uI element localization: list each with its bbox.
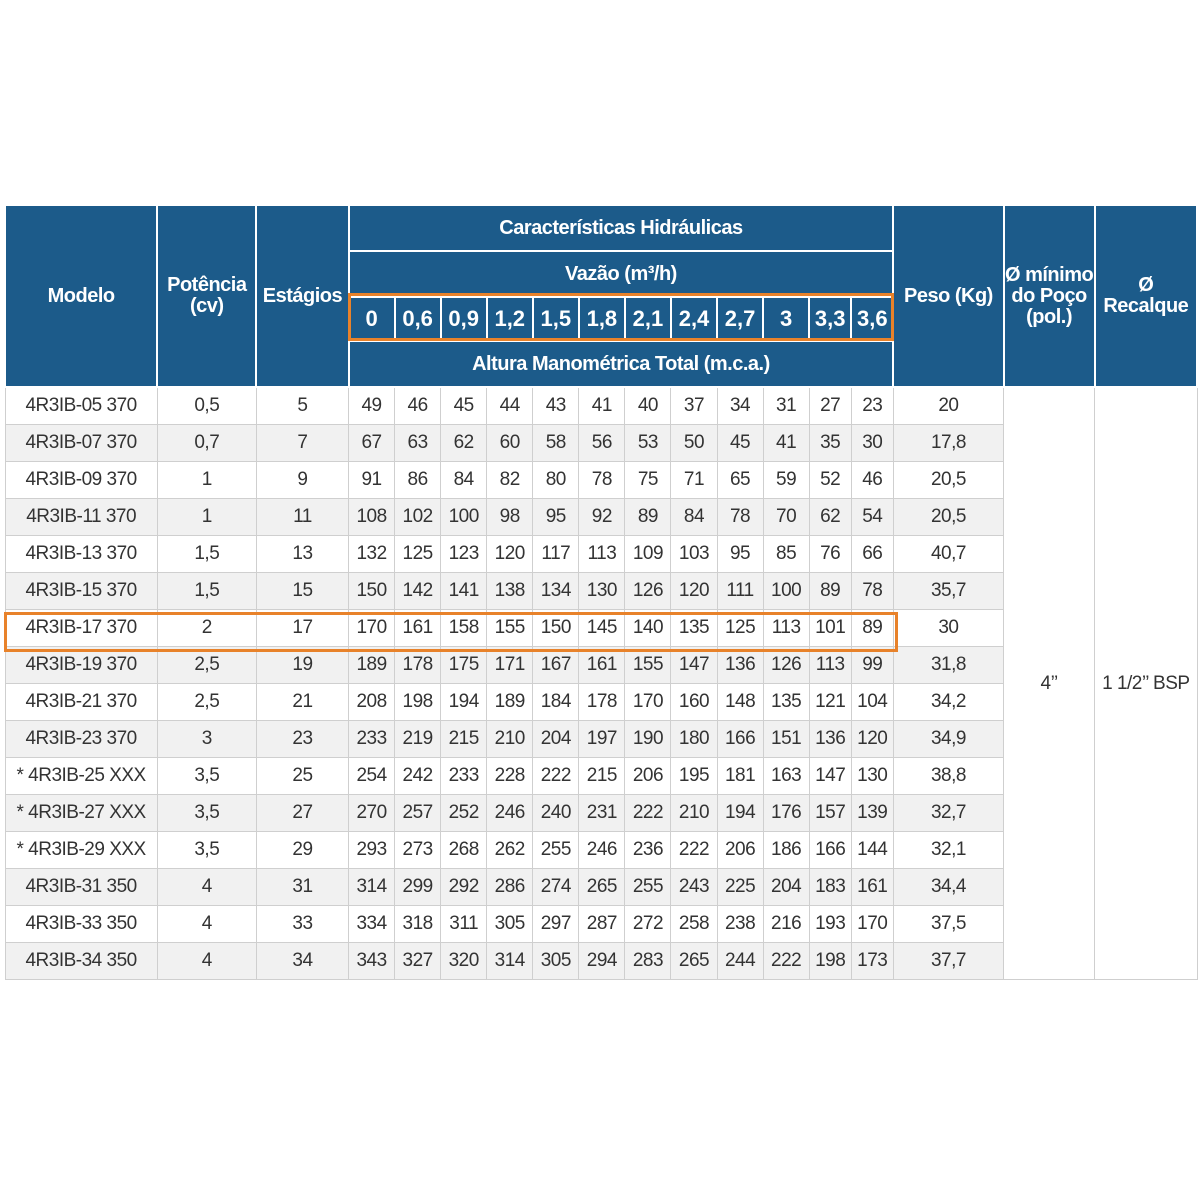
cell-altura: 91: [349, 462, 395, 499]
cell-estagios: 11: [256, 499, 348, 536]
cell-altura: 120: [487, 536, 533, 573]
cell-potencia: 4: [157, 869, 256, 906]
cell-altura: 113: [763, 610, 809, 647]
cell-estagios: 7: [256, 425, 348, 462]
cell-altura: 311: [441, 906, 487, 943]
cell-altura: 136: [717, 647, 763, 684]
cell-altura: 100: [441, 499, 487, 536]
cell-altura: 89: [625, 499, 671, 536]
cell-potencia: 3,5: [157, 795, 256, 832]
cell-altura: 262: [487, 832, 533, 869]
cell-estagios: 33: [256, 906, 348, 943]
cell-altura: 314: [487, 943, 533, 980]
flow-value: 2,7: [717, 297, 763, 341]
cell-modelo: * 4R3IB-27 XXX: [5, 795, 157, 832]
cell-altura: 67: [349, 425, 395, 462]
cell-altura: 113: [809, 647, 851, 684]
cell-altura: 150: [533, 610, 579, 647]
cell-altura: 49: [349, 387, 395, 425]
cell-altura: 292: [441, 869, 487, 906]
cell-altura: 103: [671, 536, 717, 573]
flow-value: 0: [349, 297, 395, 341]
cell-modelo: * 4R3IB-29 XXX: [5, 832, 157, 869]
cell-peso: 30: [893, 610, 1003, 647]
flow-value: 3,6: [851, 297, 893, 341]
cell-estagios: 17: [256, 610, 348, 647]
cell-altura: 233: [441, 758, 487, 795]
cell-altura: 35: [809, 425, 851, 462]
cell-altura: 170: [349, 610, 395, 647]
cell-altura: 62: [809, 499, 851, 536]
cell-altura: 56: [579, 425, 625, 462]
cell-altura: 92: [579, 499, 625, 536]
cell-estagios: 5: [256, 387, 348, 425]
cell-altura: 147: [671, 647, 717, 684]
cell-altura: 52: [809, 462, 851, 499]
cell-potencia: 0,7: [157, 425, 256, 462]
cell-modelo: 4R3IB-11 370: [5, 499, 157, 536]
cell-altura: 238: [717, 906, 763, 943]
cell-altura: 190: [625, 721, 671, 758]
cell-altura: 30: [851, 425, 893, 462]
cell-altura: 34: [717, 387, 763, 425]
cell-altura: 54: [851, 499, 893, 536]
cell-altura: 204: [533, 721, 579, 758]
cell-altura: 125: [395, 536, 441, 573]
cell-altura: 231: [579, 795, 625, 832]
cell-altura: 108: [349, 499, 395, 536]
cell-altura: 80: [533, 462, 579, 499]
cell-altura: 208: [349, 684, 395, 721]
cell-altura: 206: [625, 758, 671, 795]
cell-altura: 121: [809, 684, 851, 721]
cell-altura: 160: [671, 684, 717, 721]
cell-peso: 37,7: [893, 943, 1003, 980]
cell-altura: 120: [851, 721, 893, 758]
cell-modelo: 4R3IB-13 370: [5, 536, 157, 573]
cell-altura: 134: [533, 573, 579, 610]
cell-altura: 283: [625, 943, 671, 980]
cell-altura: 111: [717, 573, 763, 610]
cell-altura: 155: [625, 647, 671, 684]
cell-peso: 31,8: [893, 647, 1003, 684]
cell-altura: 233: [349, 721, 395, 758]
cell-modelo: 4R3IB-33 350: [5, 906, 157, 943]
cell-altura: 161: [579, 647, 625, 684]
cell-potencia: 3,5: [157, 758, 256, 795]
cell-altura: 181: [717, 758, 763, 795]
flow-value: 2,4: [671, 297, 717, 341]
cell-altura: 85: [763, 536, 809, 573]
cell-potencia: 4: [157, 943, 256, 980]
cell-estagios: 21: [256, 684, 348, 721]
cell-altura: 246: [487, 795, 533, 832]
cell-altura: 37: [671, 387, 717, 425]
cell-altura: 161: [851, 869, 893, 906]
cell-peso: 20: [893, 387, 1003, 425]
cell-altura: 109: [625, 536, 671, 573]
cell-modelo: 4R3IB-21 370: [5, 684, 157, 721]
cell-peso: 32,1: [893, 832, 1003, 869]
cell-altura: 44: [487, 387, 533, 425]
cell-altura: 166: [717, 721, 763, 758]
cell-modelo: 4R3IB-31 350: [5, 869, 157, 906]
cell-altura: 210: [487, 721, 533, 758]
cell-altura: 144: [851, 832, 893, 869]
cell-potencia: 1: [157, 499, 256, 536]
cell-altura: 257: [395, 795, 441, 832]
cell-altura: 193: [809, 906, 851, 943]
cell-potencia: 1,5: [157, 573, 256, 610]
flow-value: 0,6: [395, 297, 441, 341]
cell-altura: 222: [671, 832, 717, 869]
cell-modelo: 4R3IB-09 370: [5, 462, 157, 499]
cell-altura: 178: [395, 647, 441, 684]
cell-altura: 70: [763, 499, 809, 536]
cell-altura: 254: [349, 758, 395, 795]
cell-altura: 244: [717, 943, 763, 980]
cell-potencia: 2,5: [157, 647, 256, 684]
cell-altura: 215: [441, 721, 487, 758]
cell-altura: 41: [763, 425, 809, 462]
cell-altura: 141: [441, 573, 487, 610]
cell-peso: 32,7: [893, 795, 1003, 832]
cell-altura: 166: [809, 832, 851, 869]
header-poco: Ø mínimo do Poço (pol.): [1004, 205, 1095, 387]
header-altura: Altura Manométrica Total (m.c.a.): [349, 341, 894, 387]
cell-altura: 45: [441, 387, 487, 425]
cell-altura: 225: [717, 869, 763, 906]
cell-altura: 204: [763, 869, 809, 906]
cell-altura: 84: [441, 462, 487, 499]
cell-altura: 104: [851, 684, 893, 721]
cell-altura: 148: [717, 684, 763, 721]
header-estagios: Estágios: [256, 205, 348, 387]
cell-altura: 71: [671, 462, 717, 499]
cell-altura: 95: [717, 536, 763, 573]
cell-altura: 43: [533, 387, 579, 425]
cell-altura: 305: [487, 906, 533, 943]
flow-value: 3,3: [809, 297, 851, 341]
cell-altura: 243: [671, 869, 717, 906]
cell-altura: 186: [763, 832, 809, 869]
cell-recalque: 1 1/2’’ BSP: [1095, 387, 1197, 980]
cell-altura: 222: [625, 795, 671, 832]
cell-altura: 60: [487, 425, 533, 462]
cell-altura: 265: [671, 943, 717, 980]
cell-altura: 27: [809, 387, 851, 425]
header-potencia: Potência (cv): [157, 205, 256, 387]
flow-value: 1,8: [579, 297, 625, 341]
cell-altura: 75: [625, 462, 671, 499]
cell-estagios: 13: [256, 536, 348, 573]
cell-estagios: 25: [256, 758, 348, 795]
cell-estagios: 29: [256, 832, 348, 869]
flow-value: 3: [763, 297, 809, 341]
cell-altura: 272: [625, 906, 671, 943]
cell-peso: 34,4: [893, 869, 1003, 906]
cell-altura: 58: [533, 425, 579, 462]
cell-altura: 62: [441, 425, 487, 462]
cell-altura: 210: [671, 795, 717, 832]
cell-altura: 150: [349, 573, 395, 610]
cell-altura: 320: [441, 943, 487, 980]
cell-altura: 293: [349, 832, 395, 869]
cell-altura: 294: [579, 943, 625, 980]
cell-altura: 100: [763, 573, 809, 610]
cell-altura: 84: [671, 499, 717, 536]
cell-altura: 206: [717, 832, 763, 869]
cell-modelo: * 4R3IB-25 XXX: [5, 758, 157, 795]
cell-estagios: 9: [256, 462, 348, 499]
cell-estagios: 23: [256, 721, 348, 758]
cell-altura: 31: [763, 387, 809, 425]
cell-altura: 140: [625, 610, 671, 647]
cell-peso: 20,5: [893, 462, 1003, 499]
cell-altura: 240: [533, 795, 579, 832]
cell-altura: 270: [349, 795, 395, 832]
cell-altura: 161: [395, 610, 441, 647]
flow-value: 2,1: [625, 297, 671, 341]
cell-modelo: 4R3IB-15 370: [5, 573, 157, 610]
cell-estagios: 31: [256, 869, 348, 906]
cell-altura: 78: [851, 573, 893, 610]
cell-altura: 86: [395, 462, 441, 499]
cell-altura: 123: [441, 536, 487, 573]
cell-altura: 138: [487, 573, 533, 610]
cell-altura: 41: [579, 387, 625, 425]
cell-altura: 286: [487, 869, 533, 906]
cell-modelo: 4R3IB-17 370: [5, 610, 157, 647]
cell-altura: 195: [671, 758, 717, 795]
cell-altura: 274: [533, 869, 579, 906]
cell-potencia: 0,5: [157, 387, 256, 425]
cell-altura: 113: [579, 536, 625, 573]
flow-value: 0,9: [441, 297, 487, 341]
header-modelo: Modelo: [5, 205, 157, 387]
cell-peso: 37,5: [893, 906, 1003, 943]
cell-altura: 252: [441, 795, 487, 832]
cell-peso: 38,8: [893, 758, 1003, 795]
cell-altura: 222: [763, 943, 809, 980]
cell-altura: 228: [487, 758, 533, 795]
cell-altura: 219: [395, 721, 441, 758]
table-row: [5, 387, 1197, 425]
cell-altura: 130: [851, 758, 893, 795]
pump-spec-table: [4, 204, 1198, 980]
cell-altura: 305: [533, 943, 579, 980]
cell-altura: 66: [851, 536, 893, 573]
cell-altura: 178: [579, 684, 625, 721]
cell-altura: 197: [579, 721, 625, 758]
cell-altura: 170: [851, 906, 893, 943]
cell-altura: 176: [763, 795, 809, 832]
cell-altura: 194: [441, 684, 487, 721]
header-peso: Peso (Kg): [893, 205, 1003, 387]
cell-modelo: 4R3IB-23 370: [5, 721, 157, 758]
cell-altura: 145: [579, 610, 625, 647]
cell-altura: 139: [851, 795, 893, 832]
cell-altura: 255: [625, 869, 671, 906]
cell-potencia: 4: [157, 906, 256, 943]
cell-altura: 273: [395, 832, 441, 869]
cell-estagios: 19: [256, 647, 348, 684]
cell-altura: 151: [763, 721, 809, 758]
cell-potencia: 1: [157, 462, 256, 499]
cell-peso: 20,5: [893, 499, 1003, 536]
cell-altura: 236: [625, 832, 671, 869]
cell-altura: 89: [809, 573, 851, 610]
cell-altura: 175: [441, 647, 487, 684]
cell-altura: 173: [851, 943, 893, 980]
cell-altura: 63: [395, 425, 441, 462]
cell-altura: 117: [533, 536, 579, 573]
cell-altura: 189: [487, 684, 533, 721]
cell-altura: 183: [809, 869, 851, 906]
cell-altura: 76: [809, 536, 851, 573]
cell-altura: 78: [717, 499, 763, 536]
cell-altura: 65: [717, 462, 763, 499]
cell-altura: 89: [851, 610, 893, 647]
cell-altura: 53: [625, 425, 671, 462]
cell-altura: 198: [809, 943, 851, 980]
cell-altura: 242: [395, 758, 441, 795]
header-vazao: Vazão (m³/h): [349, 251, 894, 297]
cell-altura: 135: [763, 684, 809, 721]
cell-altura: 102: [395, 499, 441, 536]
pump-spec-table-wrapper: [4, 204, 1198, 980]
cell-altura: 189: [349, 647, 395, 684]
cell-altura: 299: [395, 869, 441, 906]
cell-altura: 246: [579, 832, 625, 869]
cell-altura: 95: [533, 499, 579, 536]
cell-altura: 163: [763, 758, 809, 795]
cell-peso: 34,2: [893, 684, 1003, 721]
cell-altura: 126: [625, 573, 671, 610]
cell-altura: 136: [809, 721, 851, 758]
cell-altura: 314: [349, 869, 395, 906]
table-header: [5, 205, 1197, 387]
cell-altura: 135: [671, 610, 717, 647]
cell-altura: 258: [671, 906, 717, 943]
cell-peso: 35,7: [893, 573, 1003, 610]
flow-value: 1,2: [487, 297, 533, 341]
cell-modelo: 4R3IB-07 370: [5, 425, 157, 462]
cell-modelo: 4R3IB-19 370: [5, 647, 157, 684]
cell-altura: 120: [671, 573, 717, 610]
cell-altura: 215: [579, 758, 625, 795]
cell-altura: 297: [533, 906, 579, 943]
cell-altura: 126: [763, 647, 809, 684]
cell-altura: 157: [809, 795, 851, 832]
cell-estagios: 34: [256, 943, 348, 980]
header-recalque: Ø Recalque: [1095, 205, 1197, 387]
cell-altura: 158: [441, 610, 487, 647]
cell-altura: 132: [349, 536, 395, 573]
cell-altura: 287: [579, 906, 625, 943]
cell-altura: 167: [533, 647, 579, 684]
cell-altura: 343: [349, 943, 395, 980]
cell-altura: 171: [487, 647, 533, 684]
cell-altura: 46: [395, 387, 441, 425]
cell-altura: 155: [487, 610, 533, 647]
cell-peso: 34,9: [893, 721, 1003, 758]
cell-altura: 265: [579, 869, 625, 906]
cell-altura: 82: [487, 462, 533, 499]
cell-altura: 268: [441, 832, 487, 869]
cell-potencia: 3,5: [157, 832, 256, 869]
cell-altura: 101: [809, 610, 851, 647]
cell-modelo: 4R3IB-05 370: [5, 387, 157, 425]
cell-modelo: 4R3IB-34 350: [5, 943, 157, 980]
cell-poco: 4’’: [1004, 387, 1095, 980]
cell-altura: 50: [671, 425, 717, 462]
cell-altura: 130: [579, 573, 625, 610]
cell-altura: 255: [533, 832, 579, 869]
cell-altura: 78: [579, 462, 625, 499]
cell-altura: 327: [395, 943, 441, 980]
cell-altura: 46: [851, 462, 893, 499]
cell-altura: 99: [851, 647, 893, 684]
cell-altura: 23: [851, 387, 893, 425]
cell-altura: 180: [671, 721, 717, 758]
cell-altura: 147: [809, 758, 851, 795]
cell-altura: 45: [717, 425, 763, 462]
cell-peso: 17,8: [893, 425, 1003, 462]
cell-altura: 334: [349, 906, 395, 943]
cell-altura: 318: [395, 906, 441, 943]
cell-altura: 194: [717, 795, 763, 832]
cell-estagios: 27: [256, 795, 348, 832]
cell-altura: 40: [625, 387, 671, 425]
cell-altura: 125: [717, 610, 763, 647]
cell-altura: 216: [763, 906, 809, 943]
cell-potencia: 3: [157, 721, 256, 758]
cell-potencia: 2: [157, 610, 256, 647]
header-caracteristicas: Características Hidráulicas: [349, 205, 894, 251]
cell-altura: 142: [395, 573, 441, 610]
cell-estagios: 15: [256, 573, 348, 610]
cell-altura: 98: [487, 499, 533, 536]
cell-peso: 40,7: [893, 536, 1003, 573]
cell-altura: 170: [625, 684, 671, 721]
flow-value: 1,5: [533, 297, 579, 341]
cell-altura: 222: [533, 758, 579, 795]
table-body: [5, 387, 1197, 980]
cell-potencia: 2,5: [157, 684, 256, 721]
cell-potencia: 1,5: [157, 536, 256, 573]
cell-altura: 198: [395, 684, 441, 721]
cell-altura: 184: [533, 684, 579, 721]
cell-altura: 59: [763, 462, 809, 499]
